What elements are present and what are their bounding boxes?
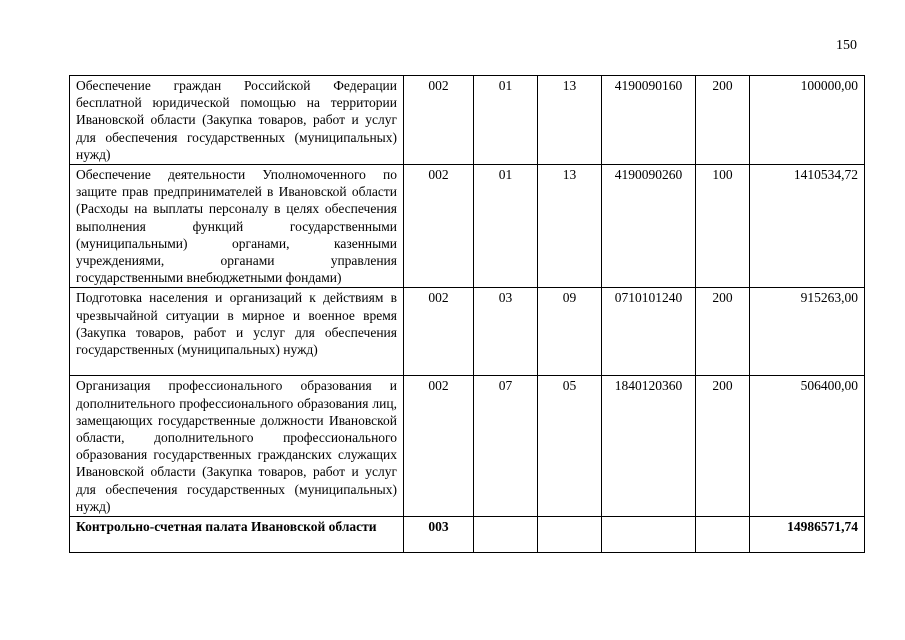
target-code-cell: 4190090160 xyxy=(602,76,696,165)
section-code-cell: 07 xyxy=(474,376,538,517)
ministry-code-cell: 002 xyxy=(404,288,474,376)
expense-name-cell: Обеспечение деятельности Уполномоченного по защите прав предпринимателей в Ивановской области (Расходы на выплаты персоналу в целях обеспечения выполнения функций государственными (муниципальными) органами, казенными учреждениями, органами управления государственными внебюджетными фондами) xyxy=(70,165,404,288)
table-row xyxy=(70,288,865,376)
section-code-cell xyxy=(474,517,538,553)
target-code-cell: 0710101240 xyxy=(602,288,696,376)
ministry-code-cell: 002 xyxy=(404,165,474,288)
ministry-code-cell: 002 xyxy=(404,76,474,165)
ministry-code-cell: 003 xyxy=(404,517,474,553)
sum-cell: 100000,00 xyxy=(750,76,865,165)
budget-table-body xyxy=(70,76,865,553)
subsection-code-cell xyxy=(538,517,602,553)
expense-type-cell: 200 xyxy=(696,376,750,517)
subsection-code-cell: 13 xyxy=(538,76,602,165)
sum-cell: 506400,00 xyxy=(750,376,865,517)
expense-name-cell: Организация профессионального образования и дополнительного профессионального образования лиц, замещающих государственные должности Ивановской области, дополнительного профессионального образования государственных гражданских служащих Ивановской области (Закупка товаров, работ и услуг для обеспечения государственных (муниципальных) нужд) xyxy=(70,376,404,517)
subsection-code-cell: 09 xyxy=(538,288,602,376)
expense-name-cell: Контрольно-счетная палата Ивановской области xyxy=(70,517,404,553)
table-row xyxy=(70,517,865,553)
expense-type-cell: 200 xyxy=(696,288,750,376)
section-code-cell: 01 xyxy=(474,76,538,165)
budget-table xyxy=(69,75,865,553)
expense-name-cell: Подготовка населения и организаций к действиям в чрезвычайной ситуации в мирное и военное время (Закупка товаров, работ и услуг для обеспечения государственных (муниципальных) нужд) xyxy=(70,288,404,376)
target-code-cell: 4190090260 xyxy=(602,165,696,288)
ministry-code-cell: 002 xyxy=(404,376,474,517)
expense-type-cell: 100 xyxy=(696,165,750,288)
table-row xyxy=(70,76,865,165)
expense-name-cell: Обеспечение граждан Российской Федерации бесплатной юридической помощью на территории Ивановской области (Закупка товаров, работ и услуг для обеспечения государственных (муниципальных) нужд) xyxy=(70,76,404,165)
sum-cell: 14986571,74 xyxy=(750,517,865,553)
table-row xyxy=(70,165,865,288)
target-code-cell: 1840120360 xyxy=(602,376,696,517)
expense-type-cell: 200 xyxy=(696,76,750,165)
target-code-cell xyxy=(602,517,696,553)
sum-cell: 1410534,72 xyxy=(750,165,865,288)
subsection-code-cell: 13 xyxy=(538,165,602,288)
subsection-code-cell: 05 xyxy=(538,376,602,517)
expense-type-cell xyxy=(696,517,750,553)
sum-cell: 915263,00 xyxy=(750,288,865,376)
table-row xyxy=(70,376,865,517)
section-code-cell: 01 xyxy=(474,165,538,288)
page-number: 150 xyxy=(836,38,857,53)
section-code-cell: 03 xyxy=(474,288,538,376)
